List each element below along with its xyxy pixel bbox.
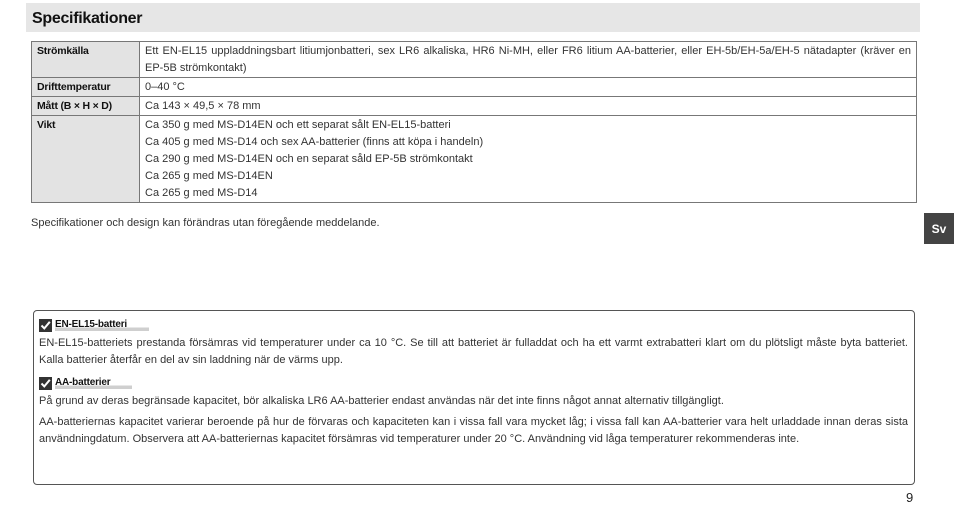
weight-line: Ca 405 g med MS-D14 och sex AA-batterier (finns att köpa i handeln) xyxy=(145,136,484,148)
page-number: 9 xyxy=(906,490,914,505)
spec-value-weight xyxy=(140,116,917,203)
weight-line: Ca 265 g med MS-D14 xyxy=(145,187,258,199)
spec-value-dimensions: Ca 143 × 49,5 × 78 mm xyxy=(140,97,917,116)
table-row xyxy=(32,78,917,97)
spec-value-operating-temperature: 0–40 °C xyxy=(140,78,917,97)
specifications-table xyxy=(31,41,917,203)
note-text-enel15: EN-EL15-batteriets prestanda försämras vid temperaturer under ca 10 °C. Se till att batteriet är fulladdat och ha ett varmt extrabatteri klart om du plötsligt måste byta batteriet. Kalla batterier återfår en del av sin laddning när de värms upp. xyxy=(39,337,908,366)
weight-line: Ca 290 g med MS-D14EN och en separat såld EP-5B strömkontakt xyxy=(145,153,473,165)
spec-key-dimensions: Mått (B × H × D) xyxy=(32,97,140,116)
note-header-enel15 xyxy=(39,317,908,333)
checkmark-icon xyxy=(39,319,52,332)
weight-line: Ca 265 g med MS-D14EN xyxy=(145,170,273,182)
spec-key-power-source: Strömkälla xyxy=(32,42,140,78)
spec-key-weight: Vikt xyxy=(32,116,140,203)
spec-footnote: Specifikationer och design kan förändras utan föregående meddelande. xyxy=(31,217,380,229)
notes-box xyxy=(33,310,915,485)
note-text-aa-1: På grund av deras begränsade kapacitet, bör alkaliska LR6 AA-batterier endast användas när det inte finns något annat alternativ tillgängligt. xyxy=(39,395,724,407)
checkmark-icon xyxy=(39,377,52,390)
spec-value-power-source: Ett EN-EL15 uppladdningsbart litiumjonbatteri, sex LR6 alkaliska, HR6 Ni-MH, eller FR6 litium AA-batterier, eller EH-5b/EH-5a/EH-5 nätadapter (kräver en EP-5B strömkontakt) xyxy=(140,42,917,78)
note-text-aa-2: AA-batteriernas kapacitet varierar beroende på hur de förvaras och kapaciteten kan i vissa fall vara mycket låg; i vissa fall kan AA-batterier vara helt urladdade innan deras sista användningdatum. Observera att AA-batteriernas kapacitet försämras vid temperaturer under 20 °C. Användning vid låga temperaturer rekommenderas inte. xyxy=(39,416,908,445)
note-header-aa xyxy=(39,375,908,391)
table-row xyxy=(32,97,917,116)
language-tab: Sv xyxy=(924,213,954,244)
table-row xyxy=(32,116,917,203)
note-title-enel15: EN-EL15-batteri xyxy=(55,319,149,331)
section-title: Specifikationer xyxy=(26,3,920,32)
note-title-aa: AA-batterier xyxy=(55,377,132,389)
table-row xyxy=(32,42,917,78)
weight-line: Ca 350 g med MS-D14EN och ett separat sålt EN-EL15-batteri xyxy=(145,119,451,131)
spec-key-operating-temperature: Drifttemperatur xyxy=(32,78,140,97)
